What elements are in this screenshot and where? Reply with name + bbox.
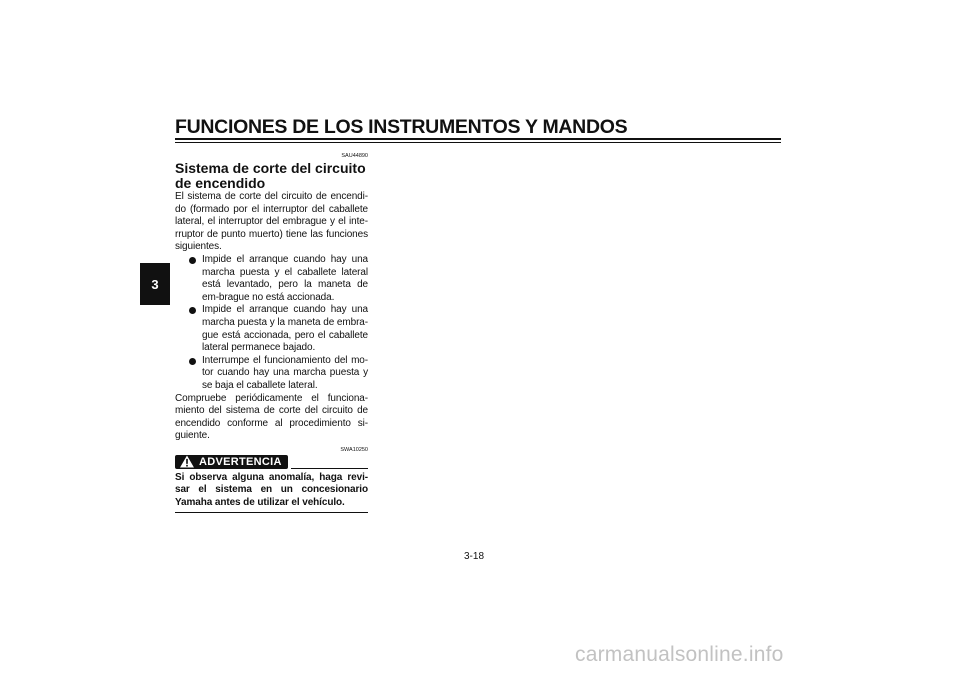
chapter-tab: 3 xyxy=(140,263,170,305)
page-number: 3-18 xyxy=(464,551,485,562)
warning-code: SWA10250 xyxy=(340,446,368,453)
list-item xyxy=(189,254,368,304)
warning-label: ADVERTENCIA xyxy=(199,455,282,468)
list-item-text: Impide el arranque cuando hay una marcha puesta y la maneta de embra-gue está accionada, pero el caballete lateral permanece bajado. xyxy=(202,304,368,354)
header-rule xyxy=(175,138,781,143)
function-list xyxy=(175,254,368,393)
warning-badge xyxy=(175,455,288,469)
section-title: Sistema de corte del circuito de encendido xyxy=(175,160,366,191)
warning-text: Si observa alguna anomalía, haga revi-sar el sistema en un concesionario Yamaha antes de utilizar el vehículo. xyxy=(175,471,368,509)
warning-rule xyxy=(291,468,368,469)
bullet-icon xyxy=(189,307,196,314)
warning-header xyxy=(175,455,368,469)
list-item xyxy=(189,355,368,393)
list-item xyxy=(189,304,368,354)
bullet-icon xyxy=(189,257,196,264)
list-item-text: Interrumpe el funcionamiento del mo-tor cuando hay una marcha puesta y se baja el caballete lateral. xyxy=(202,354,368,391)
page-header-title: FUNCIONES DE LOS INSTRUMENTOS Y MANDOS xyxy=(175,116,628,138)
warning-bottom-rule xyxy=(175,512,368,513)
bullet-icon xyxy=(189,358,196,365)
watermark: carmanualsonline.info xyxy=(575,643,784,666)
content-column xyxy=(175,153,368,513)
closing-paragraph: Compruebe periódicamente el funciona-miento del sistema de corte del circuito de encendido conforme al procedimiento si-guiente. xyxy=(175,392,368,442)
list-item-text: Impide el arranque cuando hay una marcha puesta y el caballete lateral está levantado, pero la maneta de em-brague no está accionada. xyxy=(202,253,368,303)
intro-paragraph: El sistema de corte del circuito de encendi-do (formado por el interruptor del caballete lateral, el interruptor del embrague y el inte-rruptor de punto muerto) tiene las funciones siguientes. xyxy=(175,191,368,253)
warning-triangle-icon xyxy=(179,455,195,468)
section-code: SAU44890 xyxy=(341,153,368,159)
